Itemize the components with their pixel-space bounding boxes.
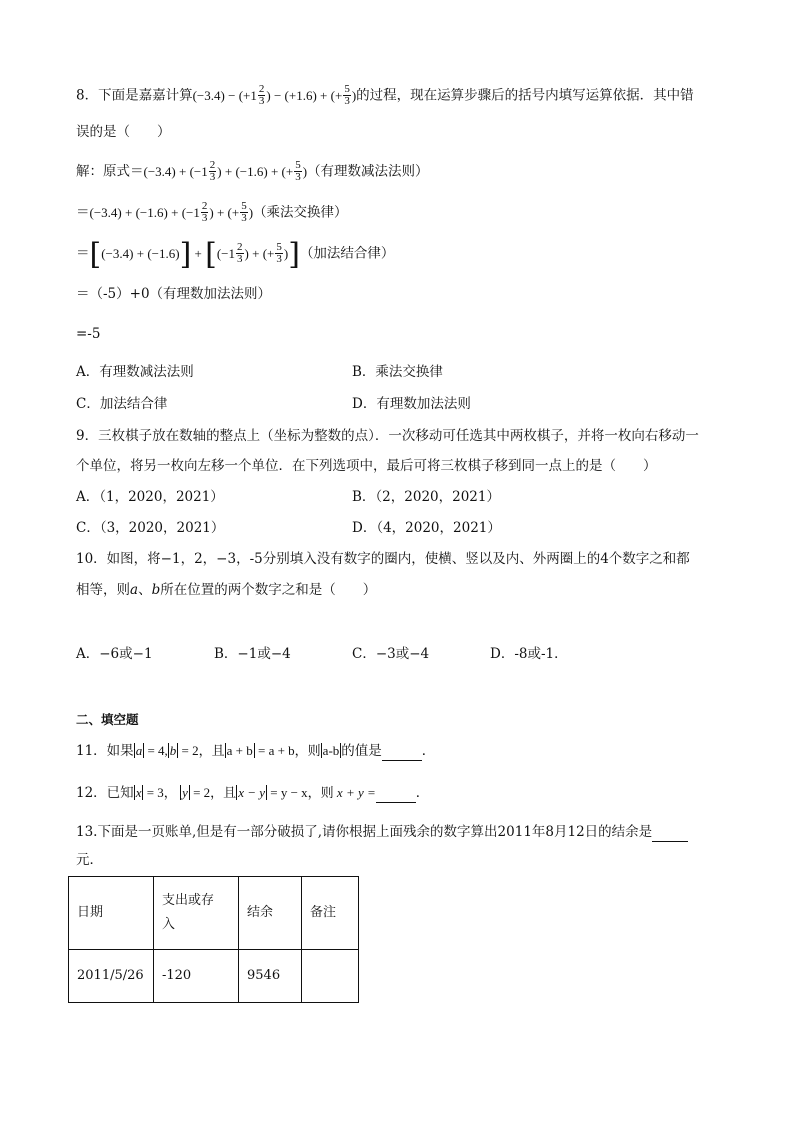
table-row [69, 950, 359, 1003]
q9-option-b[interactable]: B．（2，2020，2021） [352, 489, 500, 505]
q8-step2: ＝(−3.4) + (−1.6) + (−1 $\frac{2}{3}$ ) + (+ $\frac{5}{3}$ ) （乘法交换律） [76, 200, 348, 224]
q13-line1: 13.下面是一页账单,但是有一部分破损了,请你根据上面残余的数字算出2011年8月12日的结余是 [76, 822, 688, 842]
header-date: 日期 [69, 877, 154, 950]
q8-option-c[interactable]: C．加法结合律 [76, 396, 168, 412]
cell-balance: 9546 [239, 950, 302, 1003]
q13-line2: 元． [76, 852, 103, 868]
header-remarks: 备注 [302, 877, 359, 950]
q8-stem-line1 [76, 84, 694, 107]
ledger-table [68, 876, 359, 1003]
q8-stem-c: 误的是（ ） [76, 124, 171, 140]
q11-answer-blank[interactable] [382, 746, 422, 761]
cell-date: 2011/5/26 [69, 950, 154, 1003]
q8-stem-a: 8．下面是嘉嘉计算 [76, 87, 193, 104]
q10-var-a: a [130, 582, 139, 598]
q9-option-d[interactable]: D．（4，2020，2021） [352, 520, 501, 536]
cell-remarks [302, 950, 359, 1003]
header-expense-deposit: 支出或存 入 [154, 877, 239, 950]
q8-step4: ＝（-5）+0（有理数加法法则） [76, 286, 272, 302]
q12-line: 12．已知 x = 3， y = 2，且 x − y = y − x，则 x + y = ． [76, 785, 430, 801]
q9-line2: 个单位，将另一枚向左移一个单位．在下列选项中，最后可将三枚棋子移到同一点上的是（ ） [76, 458, 657, 474]
q11-line: 11．如果 a = 4, b = 2，且 a + b = a + b，则 a-b 的值是 ． [76, 743, 436, 759]
q10-option-d[interactable]: D．-8或-1． [490, 646, 568, 662]
q8-step3: ＝[(−3.4) + (−1.6)] + [ (−1 $\frac{2}{3}$ ) + (+ $\frac{5}{3}$ ) ]（加法结合律） [76, 236, 395, 272]
q9-line1: 9．三枚棋子放在数轴的整点上（坐标为整数的点）．一次移动可任选其中两枚棋子，并将一枚向右移动一 [76, 428, 699, 444]
section-title-fill-blank: 二、填空题 [76, 712, 139, 727]
q8-stem-b: 的过程，现在运算步骤后的括号内填写运算依据．其中错 [356, 87, 694, 104]
q10-option-a[interactable]: A．−6或−1 [76, 646, 153, 662]
q10-var-b: b [151, 582, 161, 598]
q8-step5: =-5 [76, 326, 101, 342]
q10-line2: 相等，则a、b所在位置的两个数字之和是（ ） [76, 582, 377, 598]
q8-option-a[interactable]: A．有理数减法法则 [76, 364, 194, 380]
q12-answer-blank[interactable] [376, 788, 416, 803]
q10-option-b[interactable]: B．−1或−4 [214, 646, 291, 662]
table-header-row [69, 877, 359, 950]
q9-option-a[interactable]: A．（1，2020，2021） [76, 489, 224, 505]
q10-option-c[interactable]: C．−3或−4 [352, 646, 430, 662]
q8-step1: 解：原式＝(−3.4) + (−1 $\frac{2}{3}$ ) + (−1.6) + (+ $\frac{5}{3}$ ) （有理数减法法则） [76, 159, 429, 183]
cell-amount: -120 [154, 950, 239, 1003]
q9-option-c[interactable]: C．（3，2020，2021） [76, 520, 225, 536]
header-balance: 结余 [239, 877, 302, 950]
q13-answer-blank[interactable] [652, 827, 688, 842]
q8-option-b[interactable]: B．乘法交换律 [352, 364, 443, 380]
q10-line1: 10．如图，将−1，2，−3，-5分别填入没有数字的圈内，使横、竖以及内、外两圈上的4个数字之和都 [76, 551, 690, 567]
q8-expression: (−3.4) − (+1 $\frac{2}{3}$ ) − (+1.6) + (+ $\frac{5}{3}$ ) [192, 83, 357, 107]
q8-option-d[interactable]: D．有理数加法法则 [352, 396, 471, 412]
